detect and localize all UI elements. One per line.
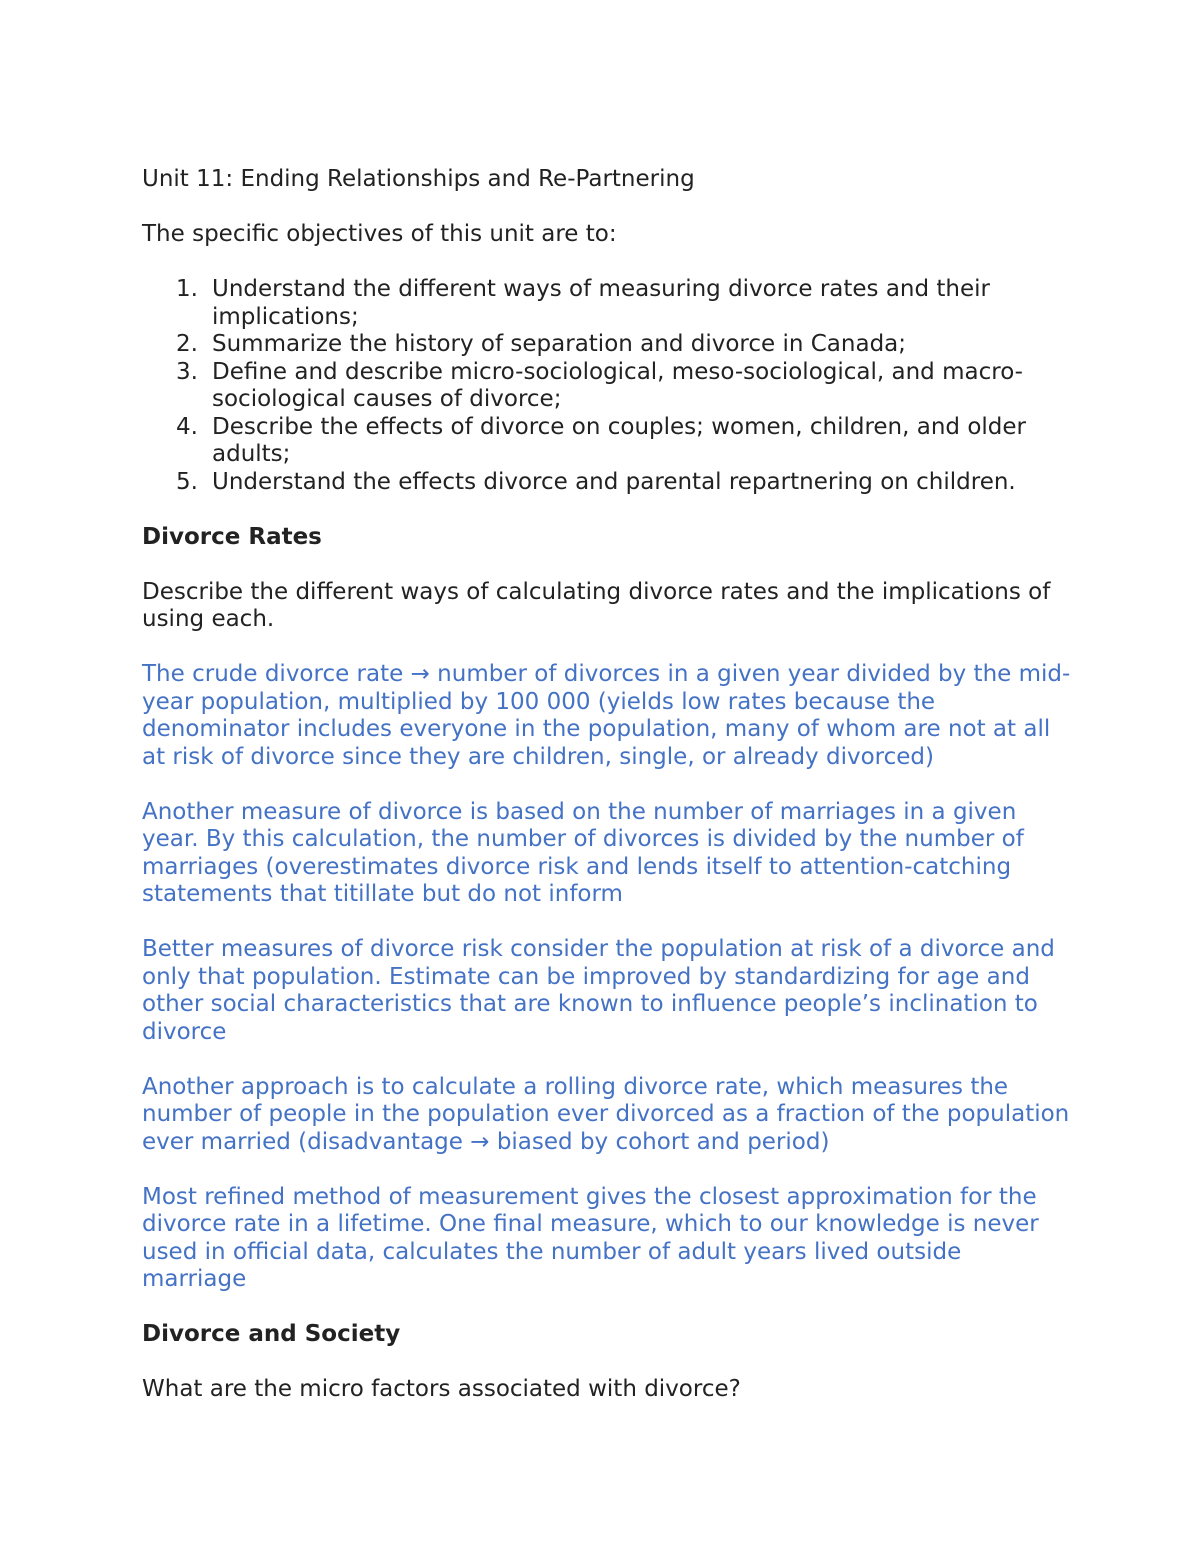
list-item	[142, 414, 1072, 469]
objectives-intro: The specific objectives of this unit are to:	[142, 221, 617, 247]
list-item-text: Understand the effects divorce and parental repartnering on children.	[212, 468, 1016, 495]
list-item-text: Define and describe micro-sociological, meso-sociological, and macro-sociological causes of divorce;	[212, 358, 1023, 412]
objectives-list	[142, 276, 1072, 496]
list-item	[142, 276, 1072, 331]
list-item-text: Understand the different ways of measuring divorce rates and their implications;	[212, 276, 991, 330]
list-item-number: 3.	[176, 358, 198, 385]
list-item-number: 1.	[176, 276, 198, 302]
section-question: Describe the different ways of calculating divorce rates and the implications of using each.	[142, 578, 1051, 632]
list-item-number: 2.	[176, 331, 198, 357]
section-heading-divorce-rates: Divorce Rates	[142, 523, 322, 550]
answer-paragraph: Better measures of divorce risk consider the population at risk of a divorce and only that population. Estimate can be improved by standardizing for age and other social characteristics that are known to influence people’s inclination to divorce	[142, 936, 1055, 1045]
list-item-number: 4.	[176, 413, 198, 440]
document-page	[142, 166, 1072, 1431]
list-item-text: Describe the effects of divorce on couples; women, children, and older adults;	[212, 413, 1026, 467]
document-title: Unit 11: Ending Relationships and Re-Partnering	[142, 166, 695, 192]
section-question: What are the micro factors associated with divorce?	[142, 1376, 741, 1402]
list-item-number: 5.	[176, 468, 198, 495]
answer-paragraph: Another approach is to calculate a rolling divorce rate, which measures the number of people in the population ever divorced as a fraction of the population ever married (disadvantage → biased by cohort and period)	[142, 1073, 1070, 1155]
answer-paragraph: Most refined method of measurement gives the closest approximation for the divorce rate in a lifetime. One final measure, which to our knowledge is never used in official data, calculates the number of adult years lived outside marriage	[142, 1183, 1039, 1292]
section-heading-divorce-and-society: Divorce and Society	[142, 1321, 401, 1347]
answer-paragraph: The crude divorce rate → number of divorces in a given year divided by the mid-year population, multiplied by 100 000 (yields low rates because the denominator includes everyone in the population, many of whom are not at all at risk of divorce since they are children, single, or already divorced)	[142, 661, 1071, 770]
list-item	[142, 331, 1072, 359]
list-item	[142, 359, 1072, 414]
answer-paragraph: Another measure of divorce is based on the number of marriages in a given year. By this calculation, the number of divorces is divided by the number of marriages (overestimates divorce risk and lends itself to attention-catching statements that titillate but do not inform	[142, 798, 1024, 907]
list-item	[142, 469, 1072, 497]
list-item-text: Summarize the history of separation and divorce in Canada;	[212, 331, 907, 357]
